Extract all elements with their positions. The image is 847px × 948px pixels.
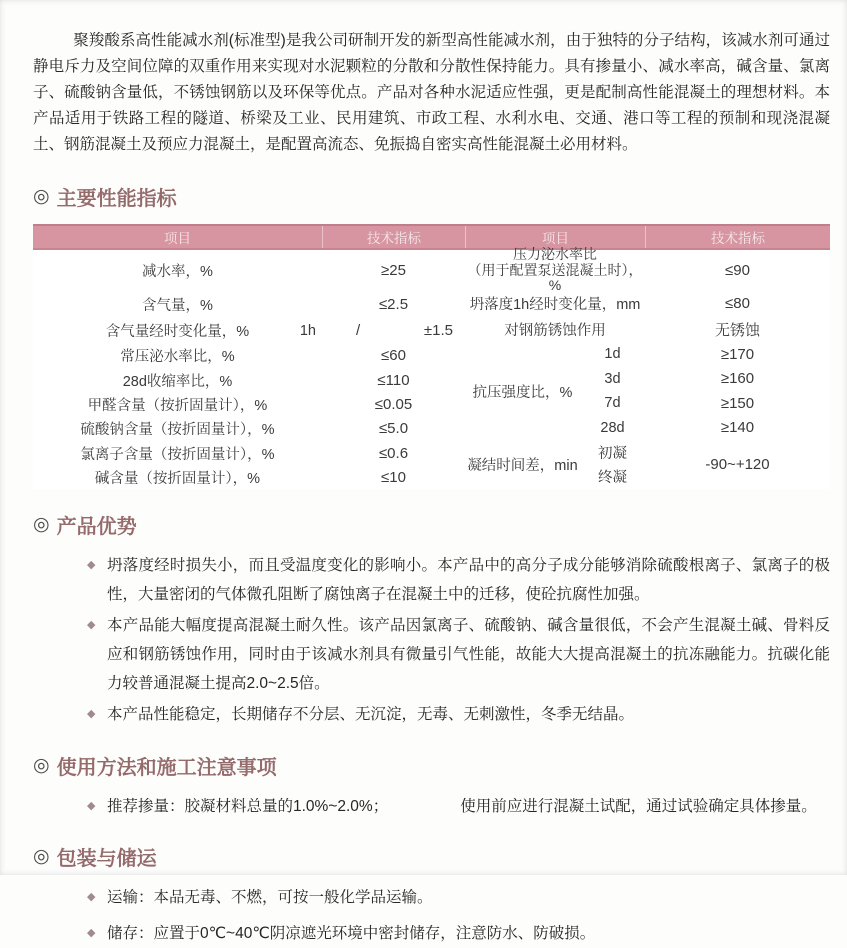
ring-icon: ◎ [33,846,50,867]
age-label: 7d [604,395,621,412]
setting-time-group [465,440,830,489]
diamond-icon: ◆ [87,800,96,812]
group-label: 抗压强度比，% [472,384,573,401]
list-item [33,700,830,729]
group-values [645,342,830,440]
row-value: ≤90 [725,261,750,279]
group-ages [580,342,645,440]
row-label-line2: （用于配置泵送混凝土时），% [467,262,643,293]
table-header-row [33,224,830,250]
row-label [33,320,322,341]
table-row [33,290,465,318]
diamond-icon: ◆ [87,891,96,903]
group-value: -90~+120 [705,456,770,473]
list-item [33,919,830,948]
row-value: ≥25 [381,261,406,279]
table-right-half [465,246,830,489]
row-value: ≤60 [381,347,406,364]
ring-icon: ◎ [33,514,50,535]
row-value: 无锈蚀 [714,321,760,339]
table-row [465,316,830,342]
row-label: 对钢筋锈蚀作用 [504,322,606,339]
dosage-text: 推荐掺量：胶凝材料总量的1.0%~2.0%； [107,798,389,815]
table-row [33,318,465,343]
final-set-label: 终凝 [598,470,627,487]
row-label [465,247,645,293]
row-time-label: 1h [299,322,316,339]
row-value-text: ±1.5 [423,322,453,339]
age-value: ≥150 [720,394,755,412]
table-row [33,343,465,368]
row-value: ≤2.5 [378,295,409,313]
table-row [465,290,830,316]
diamond-icon: ◆ [87,559,96,571]
usage-list [33,792,830,821]
row-value: ≤10 [381,468,406,486]
group-label: 凝结时间差，min [467,458,578,474]
advantages-list [33,551,830,729]
list-item [33,883,830,912]
section-title: 主要性能指标 [56,188,177,210]
table-row [33,250,465,290]
row-label: 氯离子含量（按折固量计），% [80,446,275,463]
row-label: 28d收缩率比，% [122,373,233,390]
row-value [322,322,465,339]
intro-paragraph: 聚羧酸系高性能减水剂(标准型)是我公司研制开发的新型高性能减水剂，由于独特的分子结构，该减水剂可通过静电斥力及空间位障的双重作用来实现对水泥颗粒的分散和分散性保持能力。具有掺量小、减水率高，碱含量、氯离子、硫酸钠含量低，不锈蚀钢筋以及环保等优点。产品对各种水泥适应性强，更是配制高性能混凝土的理想材料。本产品适用于铁路工程的隧道、桥梁及工业、民用建筑、市政工程、水利水电、交通、港口等工程的预制和现浇混凝土、钢筋混凝土及预应力混凝土，是配置高流态、免振捣自密实高性能混凝土必用材料。 [33,32,830,153]
table-row [33,441,465,465]
diamond-icon: ◆ [87,927,96,939]
row-value: ≤80 [725,294,750,312]
list-item-text: 本产品性能稳定，长期储存不分层、无沉淀，无毒、无刺激性，冬季无结晶。 [107,706,635,723]
table-row [33,416,465,441]
list-item-text: 坍落度经时损失小，而且受温度变化的影响小。本产品中的高分子成分能够消除硫酸根离子、氯离子的极性，大量密闭的气体微孔阻断了腐蚀离子在混凝土中的迁移，使砼抗腐性加强。 [107,557,830,603]
initial-set-label: 初凝 [598,445,627,462]
age-label: 28d [600,419,625,436]
row-value: ≤0.6 [378,444,409,462]
row-value: ≤110 [377,371,410,389]
row-value: ≤5.0 [378,420,409,437]
table-row [33,392,465,416]
table-row [33,465,465,489]
list-item [33,792,830,821]
list-item [33,551,830,609]
table-row [33,368,465,392]
transport-text: 运输：本品无毒、不燃，可按一般化学品运输。 [107,889,433,906]
performance-table [33,224,830,489]
age-label: 3d [604,370,621,387]
col-header-item-right: 项目 [465,226,645,248]
row-label: 常压泌水率比，% [120,349,235,365]
row-slash: / [356,322,361,339]
diamond-icon: ◆ [87,619,96,631]
section-title: 使用方法和施工注意事项 [56,757,277,779]
table-body [33,246,830,489]
row-label-line1: 压力泌水率比 [513,246,597,262]
table-left-half [33,250,465,489]
strength-ratio-group [465,342,830,440]
age-value: ≥140 [720,419,755,437]
section-heading-performance [33,182,830,211]
row-value: ≤0.05 [374,395,413,413]
section-title: 产品优势 [56,516,137,538]
list-item-text: 本产品能大幅度提高混凝土耐久性。该产品因氯离子、硫酸钠、碱含量很低，不会产生混凝土碱、骨料反应和钢筋锈蚀作用，同时由于该减水剂具有微量引气性能，故能大大提高混凝土的抗冻融能力。抗碳化能力较普通混凝土提高2.0~2.5倍。 [107,617,830,692]
ring-icon: ◎ [33,186,50,207]
packaging-list [33,883,830,948]
trial-mix-note: 使用前应进行混凝土试配，通过试验确定具体掺量。 [460,798,817,815]
row-label: 含气量，% [142,297,213,314]
age-value: ≥160 [720,370,755,388]
ring-icon: ◎ [33,755,50,776]
row-label: 硫酸钠含量（按折固量计），% [80,422,275,438]
group-sub-labels [580,440,645,489]
section-heading-packaging [33,842,830,871]
row-label-text: 含气量经时变化量，% [105,324,250,340]
age-value: ≥170 [720,345,755,363]
row-label: 甲醛含量（按折固量计），% [87,397,268,414]
col-header-item-left: 项目 [164,231,191,246]
diamond-icon: ◆ [87,708,96,720]
section-heading-usage [33,751,830,780]
age-label: 1d [604,346,621,363]
table-row [465,246,830,293]
list-item [33,611,830,698]
row-label: 坍落度1h经时变化量，mm [469,296,641,313]
row-label: 减水率，% [142,263,213,280]
storage-text: 储存：应置于0℃~40℃阴凉遮光环境中密封储存，注意防水、防破损。 [107,925,596,942]
list-item-text [107,792,830,821]
row-label: 碱含量（按折固量计），% [94,470,261,487]
col-header-spec-right: 技术指标 [645,226,830,248]
col-header-spec-left: 技术指标 [322,226,465,248]
section-title: 包装与储运 [56,848,157,870]
section-heading-advantages [33,510,830,539]
